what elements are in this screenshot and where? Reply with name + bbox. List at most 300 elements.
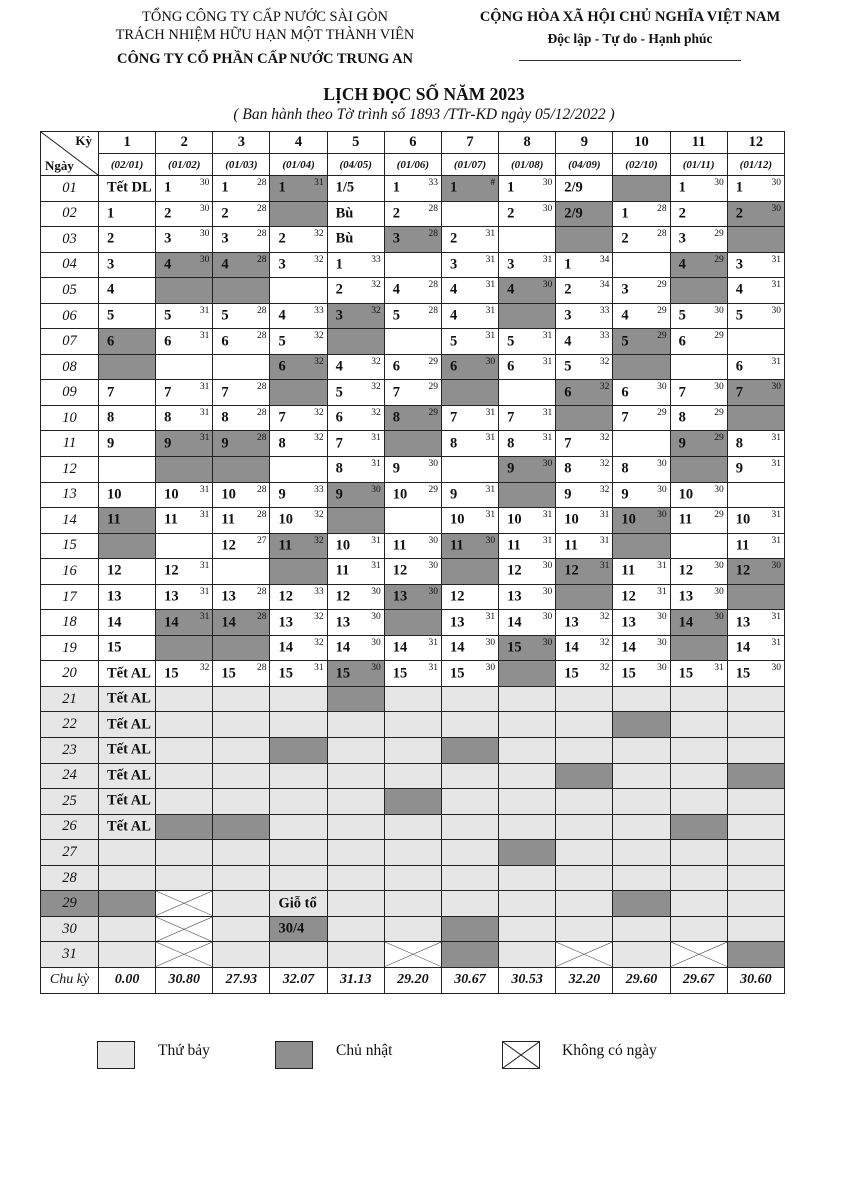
schedule-cell [613, 610, 670, 636]
cycle-length-value: 28 [428, 305, 438, 316]
reading-day-number: 10 [564, 511, 579, 528]
reading-day-number: 15 [164, 665, 179, 682]
day-label-cell: 15 [41, 533, 99, 559]
reading-day-number: 2 [107, 230, 115, 247]
cycle-length-value: 31 [485, 612, 496, 623]
schedule-cell [156, 814, 213, 840]
schedule-cell [556, 303, 613, 329]
reading-day-number: 4 [335, 358, 343, 375]
national-title: CỘNG HÒA XÃ HỘI CHỦ NGHĨA VIỆT NAM [479, 9, 781, 25]
cycle-value-cell: 30.80 [156, 967, 213, 993]
schedule-cell [156, 482, 213, 508]
schedule-cell [613, 176, 670, 202]
schedule-cell [99, 942, 156, 968]
schedule-cell [613, 457, 670, 483]
reading-day-number: 7 [621, 409, 629, 426]
schedule-cell [556, 814, 613, 840]
schedule-cell [670, 942, 727, 968]
national-motto: Độc lập - Tự do - Hạnh phúc [547, 31, 713, 47]
day-row [41, 405, 785, 431]
schedule-cell [613, 584, 670, 610]
reading-day-number: 10 [164, 486, 179, 503]
no-day-cross-icon [156, 942, 212, 967]
cycle-length-value: 31 [199, 586, 210, 597]
cycle-length-value: 32 [314, 637, 324, 648]
schedule-cell [441, 278, 498, 304]
cycle-length-value: 32 [314, 229, 324, 240]
schedule-cell [556, 278, 613, 304]
schedule-cell [441, 405, 498, 431]
cycle-length-value: 33 [428, 178, 438, 188]
schedule-cell [727, 201, 784, 227]
cycle-length-value: 31 [485, 331, 496, 342]
day-row [41, 814, 785, 840]
cycle-length-value: 32 [314, 407, 324, 418]
day-row [41, 865, 785, 891]
cycle-length-value: 31 [657, 561, 667, 572]
day-label-cell: 17 [41, 584, 99, 610]
cycle-length-value: 33 [599, 331, 610, 342]
reading-day-number: 9 [678, 435, 686, 452]
schedule-cell [270, 942, 327, 968]
cycle-length-value: 32 [599, 612, 610, 623]
schedule-cell [727, 278, 784, 304]
day-label-cell: 18 [41, 610, 99, 636]
reading-day-number: 13 [335, 614, 351, 631]
schedule-cell [613, 942, 670, 968]
cycle-length-value: 31 [771, 459, 781, 470]
cycle-length-value: 31 [485, 305, 496, 316]
schedule-cell [327, 610, 384, 636]
reading-day-number: 3 [621, 281, 629, 298]
schedule-cell [670, 584, 727, 610]
schedule-cell [99, 303, 156, 329]
cycle-length-value: 28 [428, 229, 438, 240]
reading-day-number: 7 [449, 409, 458, 426]
schedule-cell [156, 584, 213, 610]
no-day-legend-label: Không có ngày [562, 1042, 657, 1059]
schedule-cell [499, 405, 556, 431]
schedule-cell [270, 584, 327, 610]
schedule-cell [99, 431, 156, 457]
schedule-cell [384, 686, 441, 712]
schedule-cell [99, 789, 156, 815]
schedule-cell [213, 865, 270, 891]
cycle-label-cell: Chu kỳ [41, 967, 99, 993]
schedule-cell [556, 482, 613, 508]
schedule-cell [99, 686, 156, 712]
day-row [41, 789, 785, 815]
cycle-length-value: 32 [314, 254, 324, 265]
cycle-length-value: 32 [599, 637, 610, 648]
schedule-cell [556, 661, 613, 687]
schedule-cell [441, 661, 498, 687]
day-label-cell: 26 [41, 814, 99, 840]
schedule-cell [499, 916, 556, 942]
cycle-value-cell: 30.67 [441, 967, 498, 993]
cycle-length-value: 28 [256, 382, 267, 393]
parent-company-name: TỔNG CÔNG TY CẤP NƯỚC SÀI GÒN [142, 9, 388, 25]
cycle-length-value: 31 [771, 535, 781, 546]
day-row [41, 252, 785, 278]
reading-day-number: 2 [507, 205, 515, 222]
cycle-length-value: 30 [485, 663, 496, 674]
cycle-length-value: 31 [542, 433, 553, 444]
schedule-cell [213, 176, 270, 202]
schedule-cell [670, 227, 727, 253]
reading-day-number: 14 [221, 614, 236, 631]
schedule-cell [499, 482, 556, 508]
cycle-length-value: 29 [657, 407, 667, 418]
schedule-cell [441, 916, 498, 942]
schedule-cell [99, 380, 156, 406]
cycle-length-value: 32 [314, 433, 324, 444]
schedule-cell [727, 584, 784, 610]
schedule-cell [441, 201, 498, 227]
start-date-cell: (02/01) [99, 154, 156, 176]
cycle-length-value: 32 [599, 433, 610, 444]
cycle-length-value: 31 [771, 280, 781, 291]
reading-day-number: 4 [678, 256, 686, 273]
schedule-cell [156, 457, 213, 483]
reading-day-number: 15 [107, 639, 122, 656]
schedule-cell [441, 227, 498, 253]
reading-day-number: 13 [564, 614, 579, 631]
cycle-length-value: 32 [314, 510, 324, 521]
start-date-cell: (01/04) [270, 154, 327, 176]
cycle-value-cell: 30.53 [499, 967, 556, 993]
schedule-cell [613, 252, 670, 278]
corner-ngay-label: Ngày [45, 158, 74, 173]
reading-day-number: 6 [621, 384, 629, 401]
schedule-cell [327, 227, 384, 253]
cycle-length-value: 30 [771, 178, 781, 188]
schedule-cell [327, 942, 384, 968]
schedule-cell [156, 763, 213, 789]
reading-day-number: 8 [164, 409, 172, 426]
reading-day-number: 2/9 [564, 179, 583, 196]
saturday-legend-swatch [97, 1041, 135, 1069]
parent-company-type: TRÁCH NHIỆM HỮU HẠN MỘT THÀNH VIÊN [115, 27, 415, 44]
cycle-length-value: 32 [599, 484, 610, 495]
schedule-cell [327, 712, 384, 738]
cycle-length-value: 30 [771, 203, 781, 214]
reading-day-number: 1 [678, 179, 686, 196]
schedule-cell [270, 789, 327, 815]
cycle-length-value: 28 [256, 612, 267, 623]
cycle-length-value: 29 [657, 331, 667, 342]
reading-day-number: 11 [392, 537, 407, 554]
schedule-cell [499, 789, 556, 815]
schedule-cell [213, 789, 270, 815]
schedule-cell [156, 942, 213, 968]
cycle-length-value: 30 [542, 586, 553, 597]
schedule-cell [556, 584, 613, 610]
schedule-cell [327, 661, 384, 687]
schedule-cell [156, 916, 213, 942]
start-date-cell: (01/12) [727, 154, 784, 176]
schedule-cell [270, 635, 327, 661]
reading-day-number: 4 [621, 307, 629, 324]
no-day-cross-icon [556, 942, 612, 967]
day-label-cell: 16 [41, 559, 99, 585]
reading-day-number: 4 [449, 281, 458, 298]
reading-day-number: 8 [221, 409, 229, 426]
day-row [41, 533, 785, 559]
reading-day-number: 4 [507, 281, 515, 298]
schedule-cell [613, 686, 670, 712]
schedule-cell [727, 457, 784, 483]
schedule-cell [556, 763, 613, 789]
schedule-cell [556, 405, 613, 431]
schedule-cell [727, 482, 784, 508]
schedule-cell [727, 227, 784, 253]
cycle-length-value: 31 [199, 407, 210, 418]
schedule-cell [613, 840, 670, 866]
schedule-cell [213, 661, 270, 687]
cycle-value-cell: 32.07 [270, 967, 327, 993]
reading-day-number: 4 [735, 281, 743, 298]
reading-day-number: 10 [621, 511, 636, 528]
cycle-length-value: 30 [542, 280, 553, 291]
schedule-cell [613, 508, 670, 534]
reading-day-number: 6 [278, 358, 286, 375]
schedule-cell [99, 252, 156, 278]
day-label-cell: 08 [41, 354, 99, 380]
reading-day-number: Tết AL [107, 767, 151, 784]
day-label-cell: 03 [41, 227, 99, 253]
month-header-cell: 11 [670, 132, 727, 154]
schedule-cell [384, 559, 441, 585]
schedule-cell [156, 508, 213, 534]
schedule-cell [270, 610, 327, 636]
cycle-length-value: 30 [657, 484, 667, 495]
reading-day-number: 5 [449, 333, 458, 350]
schedule-cell [99, 763, 156, 789]
reading-day-number: 10 [278, 511, 293, 528]
schedule-cell [270, 405, 327, 431]
schedule-cell [99, 227, 156, 253]
reading-day-number: 8 [735, 435, 743, 452]
schedule-cell [270, 201, 327, 227]
schedule-cell [213, 457, 270, 483]
cycle-length-value: 30 [428, 535, 438, 546]
schedule-cell [670, 635, 727, 661]
schedule-cell [499, 457, 556, 483]
start-date-cell: (01/03) [213, 154, 270, 176]
month-header-cell: 1 [99, 132, 156, 154]
cycle-length-value: 32 [314, 356, 324, 367]
schedule-cell [556, 533, 613, 559]
reading-day-number: 2 [449, 230, 458, 247]
schedule-cell [213, 584, 270, 610]
schedule-cell [384, 176, 441, 202]
reading-day-number: 7 [107, 384, 115, 401]
cycle-length-value: 28 [256, 586, 267, 597]
reading-day-number: 15 [735, 665, 751, 682]
reading-day-number: 5 [107, 307, 115, 324]
day-row [41, 840, 785, 866]
month-header-cell: 9 [556, 132, 613, 154]
reading-day-number: 12 [392, 562, 408, 579]
schedule-cell [499, 865, 556, 891]
schedule-cell [441, 431, 498, 457]
schedule-cell [727, 303, 784, 329]
schedule-cell [670, 891, 727, 917]
schedule-cell [156, 405, 213, 431]
schedule-cell [441, 865, 498, 891]
schedule-cell [156, 865, 213, 891]
day-label-cell: 24 [41, 763, 99, 789]
cycle-length-value: 31 [199, 612, 210, 623]
cycle-length-value: 32 [371, 356, 381, 367]
reading-day-number: Tết AL [107, 690, 151, 707]
schedule-cell [670, 661, 727, 687]
schedule-cell [670, 916, 727, 942]
reading-day-number: 3 [735, 256, 743, 273]
sunday-legend-swatch [275, 1041, 313, 1069]
reading-day-number: 8 [107, 409, 115, 426]
schedule-cell [327, 763, 384, 789]
cycle-length-value: 30 [714, 305, 724, 316]
day-label-cell: 11 [41, 431, 99, 457]
schedule-cell [727, 176, 784, 202]
schedule-cell [213, 610, 270, 636]
cycle-length-value: 28 [256, 407, 267, 418]
schedule-cell [270, 916, 327, 942]
cycle-length-value: 31 [485, 484, 496, 495]
reading-day-number: 13 [735, 614, 751, 631]
day-label-cell: 07 [41, 329, 99, 355]
header-right [440, 8, 820, 61]
reading-day-number: 7 [164, 384, 172, 401]
cycle-value-cell: 27.93 [213, 967, 270, 993]
day-row [41, 227, 785, 253]
reading-day-number: 11 [621, 562, 636, 579]
month-header-cell: 2 [156, 132, 213, 154]
cycle-length-value: 30 [485, 356, 496, 367]
reading-day-number: 6 [164, 333, 172, 350]
schedule-cell [556, 738, 613, 764]
schedule-cell [556, 789, 613, 815]
schedule-cell [670, 329, 727, 355]
schedule-cell [384, 661, 441, 687]
schedule-cell [213, 227, 270, 253]
schedule-cell [384, 635, 441, 661]
cycle-length-value: 30 [714, 612, 724, 623]
reading-day-number: 12 [678, 562, 694, 579]
schedule-cell [670, 405, 727, 431]
reading-day-number: 1 [392, 179, 401, 196]
schedule-cell [270, 891, 327, 917]
cycle-length-value: 28 [256, 433, 267, 444]
schedule-cell [156, 303, 213, 329]
cycle-row [41, 967, 785, 993]
cycle-length-value: 27 [256, 535, 267, 546]
reading-day-number: 6 [107, 333, 115, 350]
schedule-cell [441, 508, 498, 534]
cycle-length-value: 30 [371, 586, 381, 597]
schedule-cell [384, 201, 441, 227]
reading-day-number: 11 [221, 511, 236, 528]
schedule-cell [270, 252, 327, 278]
schedule-cell [670, 508, 727, 534]
reading-day-number: 10 [107, 486, 122, 503]
schedule-cell [441, 763, 498, 789]
day-row [41, 559, 785, 585]
cycle-length-value: 30 [657, 510, 667, 521]
schedule-cell [384, 354, 441, 380]
reading-day-number: 10 [507, 511, 522, 528]
schedule-cell [556, 942, 613, 968]
reading-day-number: 5 [735, 307, 743, 324]
schedule-cell [270, 329, 327, 355]
schedule-cell [213, 431, 270, 457]
day-label-cell: 01 [41, 176, 99, 202]
schedule-cell [727, 840, 784, 866]
schedule-cell [327, 789, 384, 815]
schedule-cell [156, 329, 213, 355]
schedule-cell [99, 457, 156, 483]
cycle-length-value: 33 [371, 254, 381, 265]
reading-day-number: 11 [335, 562, 350, 579]
reading-day-number: 3 [221, 230, 229, 247]
month-header-cell: 12 [727, 132, 784, 154]
no-day-cross-icon [156, 891, 212, 916]
month-header-cell: 8 [499, 132, 556, 154]
schedule-cell [270, 738, 327, 764]
cycle-length-value: 31 [199, 510, 210, 521]
schedule-cell [670, 763, 727, 789]
reading-day-number: 12 [278, 588, 293, 605]
reading-day-number: 13 [449, 614, 465, 631]
company-name: CÔNG TY CỔ PHẦN CẤP NƯỚC TRUNG AN [116, 51, 414, 68]
schedule-cell [213, 814, 270, 840]
cycle-length-value: 32 [599, 663, 610, 674]
schedule-cell [499, 176, 556, 202]
schedule-cell [384, 482, 441, 508]
reading-day-number: 2 [335, 281, 343, 298]
cycle-length-value: 31 [428, 663, 438, 674]
schedule-cell [213, 763, 270, 789]
schedule-cell [156, 559, 213, 585]
schedule-cell [327, 916, 384, 942]
schedule-cell [670, 559, 727, 585]
schedule-cell [270, 559, 327, 585]
schedule-cell [670, 738, 727, 764]
schedule-cell [327, 533, 384, 559]
cycle-length-value: 30 [199, 203, 210, 214]
schedule-cell [499, 252, 556, 278]
saturday-legend-label: Thứ bảy [158, 1042, 210, 1059]
schedule-cell [213, 482, 270, 508]
schedule-cell [213, 635, 270, 661]
reading-day-number: 14 [564, 639, 579, 656]
reading-day-number: Tết AL [107, 741, 151, 758]
document-title: LỊCH ĐỌC SỐ NĂM 2023 [323, 84, 525, 104]
schedule-cell [213, 278, 270, 304]
cycle-length-value: 30 [657, 459, 667, 470]
cycle-length-value: 31 [428, 637, 438, 648]
reading-day-number: 15 [335, 665, 351, 682]
cycle-length-value: 28 [256, 229, 267, 240]
reading-day-number: 9 [164, 435, 172, 452]
schedule-cell [670, 278, 727, 304]
schedule-cell [384, 814, 441, 840]
day-label-cell: 21 [41, 686, 99, 712]
reading-day-number: 9 [507, 460, 515, 477]
reading-day-number: 11 [735, 537, 750, 554]
